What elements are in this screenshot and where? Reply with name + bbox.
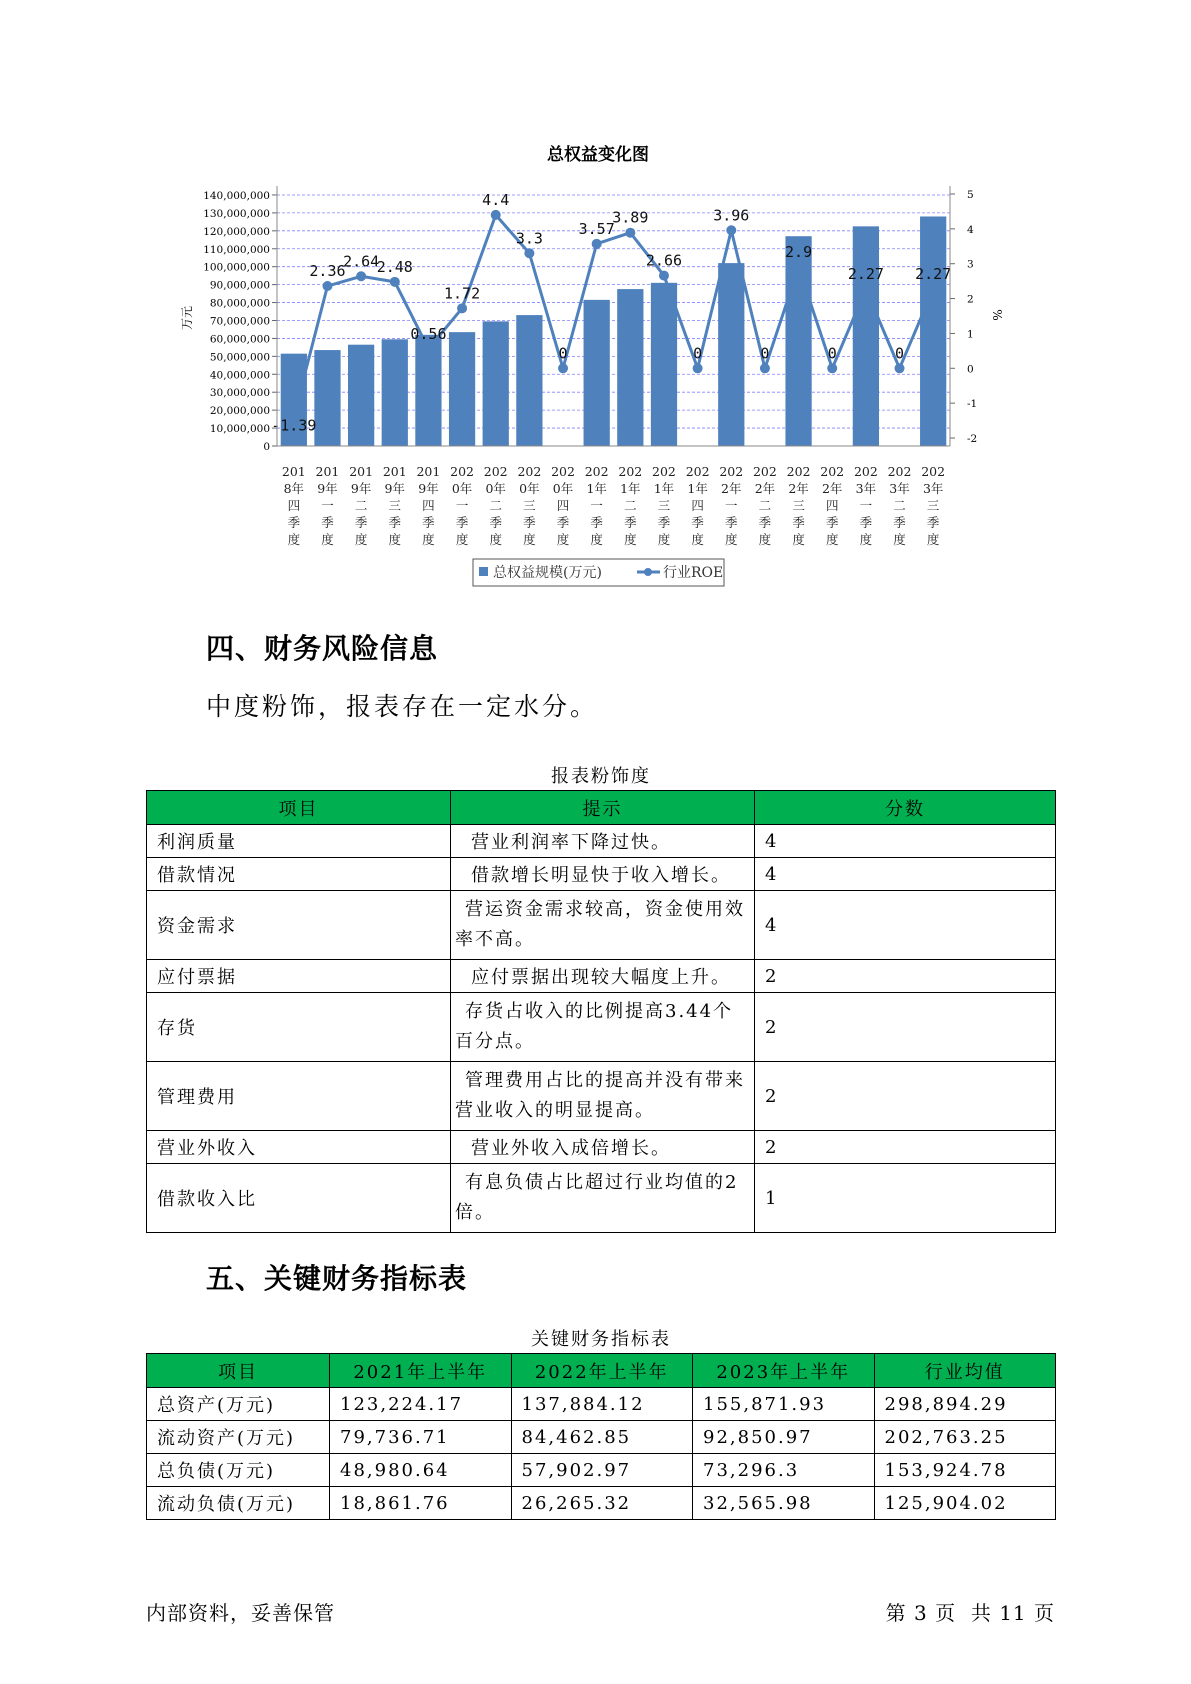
x-category-label: 季	[590, 515, 603, 530]
col-item-header: 项目	[147, 1354, 330, 1388]
y-left-tick-label: 50,000,000	[209, 351, 270, 364]
kpi-table-caption: 关键财务指标表	[531, 1329, 671, 1350]
footer-page-unit: 页	[935, 1601, 957, 1625]
x-category-label: 度	[725, 532, 738, 547]
risk-hint: 借款增长明显快于收入增长。	[451, 858, 755, 891]
roe-point	[760, 363, 770, 373]
y-axis-right-label: %	[990, 309, 1004, 321]
equity-bar	[584, 300, 610, 446]
risk-item: 存货	[147, 993, 451, 1062]
roe-point	[491, 210, 501, 220]
table-row	[147, 1421, 1056, 1454]
x-category-label: 三	[657, 498, 671, 513]
x-category-label: 季	[388, 515, 402, 530]
x-category-label: 202	[820, 464, 845, 479]
y-left-tick-label: 80,000,000	[209, 297, 270, 310]
x-category-label: 202	[786, 464, 811, 479]
kpi-value: 202,763.25	[874, 1421, 1056, 1454]
kpi-item: 流动负债(万元)	[147, 1487, 330, 1520]
x-category-label: 202	[719, 464, 744, 479]
chart-title: 总权益变化图	[547, 145, 649, 165]
equity-bar	[853, 226, 879, 446]
x-category-label: 度	[523, 532, 536, 547]
x-category-label: 四	[422, 498, 435, 513]
x-category-label: 9年	[418, 481, 439, 496]
risk-hint: 管理费用占比的提高并没有带来营业收入的明显提高。	[451, 1062, 755, 1131]
y-right-tick-label: 4	[967, 223, 974, 236]
roe-data-label: -1.39	[271, 416, 317, 435]
roe-data-label: 2.66	[645, 251, 683, 270]
x-category-label: 四	[691, 498, 704, 513]
col-2021h1-header: 2021年上半年	[330, 1354, 512, 1388]
kpi-value: 48,980.64	[330, 1454, 512, 1487]
equity-bar	[382, 339, 408, 446]
x-category-label: 二	[758, 498, 772, 513]
risk-score: 2	[755, 1131, 1056, 1164]
risk-table	[146, 790, 1056, 1233]
x-category-label: 四	[287, 498, 301, 513]
y-left-tick-label: 130,000,000	[203, 207, 270, 220]
kpi-value: 92,850.97	[693, 1421, 875, 1454]
roe-data-label: 0.56	[410, 324, 447, 343]
y-left-tick-label: 120,000,000	[203, 225, 270, 238]
legend-line-label: 行业ROE	[663, 565, 724, 581]
x-category-label: 201	[382, 464, 407, 479]
y-axis-left-ticks	[203, 190, 270, 453]
x-category-label: 9年	[384, 481, 406, 496]
risk-item: 利润质量	[147, 825, 451, 858]
x-category-label: 季	[758, 515, 772, 530]
x-category-label: 度	[926, 532, 940, 547]
roe-point	[693, 363, 703, 373]
col-hint-header: 提示	[451, 791, 755, 825]
table-row	[147, 1062, 1056, 1131]
kpi-value: 73,296.3	[693, 1454, 875, 1487]
equity-bar	[449, 332, 475, 446]
x-category-label: 二	[624, 498, 637, 513]
kpi-value: 32,565.98	[693, 1487, 875, 1520]
x-category-label: 2年	[754, 481, 776, 496]
risk-score: 4	[755, 858, 1056, 891]
x-category-label: 202	[584, 464, 609, 479]
kpi-item: 总资产(万元)	[147, 1388, 330, 1421]
x-category-label: 202	[853, 464, 878, 479]
x-category-label: 201	[349, 464, 374, 479]
x-category-label: 3年	[855, 481, 877, 496]
risk-hint: 营运资金需求较高，资金使用效率不高。	[451, 891, 755, 960]
legend-line-marker	[644, 568, 652, 576]
x-category-label: 1年	[586, 481, 607, 496]
x-category-label: 度	[388, 532, 402, 547]
roe-data-label: 2.48	[376, 257, 413, 276]
x-category-label: 0年	[519, 481, 540, 496]
kpi-value: 137,884.12	[511, 1388, 693, 1421]
kpi-table-header	[147, 1354, 1056, 1388]
x-category-label: 0年	[552, 481, 574, 496]
x-category-label: 三	[792, 498, 805, 513]
footer-confidential: 内部资料，妥善保管	[146, 1601, 335, 1625]
roe-point	[659, 271, 669, 281]
x-category-label: 季	[825, 515, 839, 530]
x-category-label: 9年	[317, 481, 338, 496]
risk-hint: 营业利润率下降过快。	[451, 825, 755, 858]
y-left-tick-label: 0	[263, 441, 270, 453]
risk-hint: 有息负债占比超过行业均值的2倍。	[451, 1164, 755, 1233]
risk-item: 借款情况	[147, 858, 451, 891]
risk-table-header	[147, 791, 1056, 825]
col-score-header: 分数	[755, 791, 1056, 825]
footer-page-prefix: 第	[885, 1601, 907, 1625]
y-right-tick-label: 3	[967, 258, 974, 271]
roe-data-label: 4.4	[482, 190, 510, 209]
x-category-label: 8年	[283, 481, 305, 496]
x-category-label: 度	[859, 532, 873, 547]
x-category-label: 2年	[721, 481, 742, 496]
risk-score: 2	[755, 1062, 1056, 1131]
x-category-label: 季	[287, 515, 301, 530]
roe-point	[423, 344, 433, 354]
col-industry-avg-header: 行业均值	[874, 1354, 1056, 1388]
x-category-label: 201	[281, 464, 306, 479]
roe-point	[895, 363, 905, 373]
x-category-label: 度	[893, 532, 906, 547]
x-category-label: 度	[691, 532, 704, 547]
x-category-label: 202	[551, 464, 575, 479]
roe-point	[592, 239, 602, 249]
x-category-label: 一	[455, 498, 469, 513]
x-category-label: 季	[624, 515, 637, 530]
equity-bar	[651, 283, 677, 446]
section5-heading: 五、关键财务指标表	[206, 1262, 468, 1295]
roe-point	[625, 228, 635, 238]
y-left-tick-label: 110,000,000	[203, 243, 270, 256]
roe-point	[861, 284, 871, 294]
table-row	[147, 1164, 1056, 1233]
x-category-label: 二	[354, 498, 368, 513]
x-category-label: 3年	[922, 481, 944, 496]
kpi-value: 26,265.32	[511, 1487, 693, 1520]
col-2022h1-header: 2022年上半年	[511, 1354, 693, 1388]
x-category-label: 9年	[350, 481, 372, 496]
kpi-value: 57,902.97	[511, 1454, 693, 1487]
x-category-label: 四	[825, 498, 839, 513]
kpi-value: 18,861.76	[330, 1487, 512, 1520]
roe-point	[322, 281, 332, 291]
roe-data-label: 2.36	[309, 262, 346, 281]
col-2023h1-header: 2023年上半年	[693, 1354, 875, 1388]
x-category-label: 度	[287, 532, 301, 547]
risk-score: 2	[755, 993, 1056, 1062]
equity-bar	[483, 321, 509, 446]
x-category-label: 三	[926, 498, 940, 513]
table-row	[147, 960, 1056, 993]
section4-heading: 四、财务风险信息	[206, 632, 439, 665]
x-category-label: 3年	[889, 481, 910, 496]
roe-point	[390, 277, 400, 287]
table-row	[147, 1487, 1056, 1520]
roe-point	[726, 225, 736, 235]
footer-total-unit: 页	[1034, 1601, 1055, 1625]
x-category-label: 201	[315, 464, 340, 479]
risk-summary: 中度粉饰，报表存在一定水分。	[206, 692, 599, 721]
roe-point	[794, 262, 804, 272]
risk-item: 资金需求	[147, 891, 451, 960]
table-row	[147, 1388, 1056, 1421]
x-category-label: 一	[725, 498, 738, 513]
x-category-label: 季	[725, 515, 738, 530]
kpi-value: 125,904.02	[874, 1487, 1056, 1520]
x-category-label: 季	[523, 515, 536, 530]
x-category-label: 0年	[451, 481, 473, 496]
roe-data-label: 0	[693, 344, 703, 363]
kpi-value: 153,924.78	[874, 1454, 1056, 1487]
roe-point	[827, 363, 837, 373]
table-row	[147, 891, 1056, 960]
x-category-label: 一	[321, 498, 334, 513]
risk-table-caption: 报表粉饰度	[551, 766, 651, 787]
x-category-label: 0年	[485, 481, 506, 496]
risk-hint: 存货占收入的比例提高3.44个百分点。	[451, 993, 755, 1062]
footer-page-number	[886, 1597, 1055, 1626]
x-category-label: 1年	[687, 481, 708, 496]
y-left-tick-label: 90,000,000	[209, 279, 270, 292]
x-category-label: 季	[489, 515, 502, 530]
x-category-label: 季	[859, 515, 873, 530]
x-category-label: 202	[652, 464, 676, 479]
risk-score: 1	[755, 1164, 1056, 1233]
y-left-tick-label: 20,000,000	[209, 405, 270, 418]
kpi-item: 流动资产(万元)	[147, 1421, 330, 1454]
risk-score: 2	[755, 960, 1056, 993]
y-left-tick-label: 10,000,000	[209, 423, 270, 436]
x-category-label: 度	[590, 532, 603, 547]
y-right-tick-label: 0	[967, 363, 974, 376]
footer-total: 11	[999, 1601, 1027, 1625]
x-category-label: 二	[893, 498, 906, 513]
x-axis-categories	[282, 464, 945, 547]
x-category-label: 202	[685, 464, 710, 479]
kpi-value: 84,462.85	[511, 1421, 693, 1454]
x-category-label: 三	[523, 498, 536, 513]
table-row	[147, 1131, 1056, 1164]
equity-bar	[516, 315, 542, 446]
y-left-tick-label: 60,000,000	[209, 333, 270, 346]
x-category-label: 季	[455, 515, 469, 530]
risk-hint: 应付票据出现较大幅度上升。	[451, 960, 755, 993]
x-category-label: 1年	[653, 481, 675, 496]
roe-data-label: 0	[895, 344, 905, 363]
table-row	[147, 993, 1056, 1062]
roe-data-label: 0	[827, 344, 837, 363]
x-category-label: 季	[792, 515, 805, 530]
x-category-label: 度	[422, 532, 435, 547]
equity-bar	[718, 263, 744, 446]
roe-point	[457, 303, 467, 313]
roe-point	[558, 363, 568, 373]
roe-data-label: 2.27	[915, 265, 952, 284]
y-left-tick-label: 140,000,000	[203, 189, 270, 202]
kpi-item: 总负债(万元)	[147, 1454, 330, 1487]
x-category-label: 度	[321, 532, 334, 547]
roe-data-label: 3.89	[612, 208, 649, 227]
x-category-label: 度	[556, 532, 570, 547]
x-category-label: 1年	[620, 481, 641, 496]
x-category-label: 201	[416, 464, 441, 479]
x-category-label: 一	[590, 498, 603, 513]
x-category-label: 二	[489, 498, 502, 513]
y-left-tick-label: 30,000,000	[209, 387, 270, 400]
roe-data-label: 1.72	[444, 284, 481, 303]
kpi-table	[146, 1353, 1056, 1520]
x-category-label: 202	[517, 464, 542, 479]
x-category-label: 202	[450, 464, 475, 479]
roe-data-label: 2.9	[785, 243, 813, 262]
risk-score: 4	[755, 891, 1056, 960]
roe-data-label: 2.64	[343, 252, 380, 271]
risk-item: 营业外收入	[147, 1131, 451, 1164]
roe-data-label: 3.57	[578, 219, 615, 238]
roe-data-label: 3.96	[713, 206, 750, 225]
y-axis-right-ticks	[967, 189, 977, 445]
roe-point	[356, 271, 366, 281]
legend-bar-swatch	[479, 567, 488, 576]
kpi-value: 155,871.93	[693, 1388, 875, 1421]
x-category-label: 季	[354, 515, 368, 530]
roe-data-label: 0	[558, 344, 568, 363]
roe-point	[524, 248, 534, 258]
x-category-label: 三	[388, 498, 402, 513]
x-category-label: 202	[887, 464, 912, 479]
kpi-value: 298,894.29	[874, 1388, 1056, 1421]
x-category-label: 202	[921, 464, 946, 479]
equity-bar	[920, 216, 946, 446]
chart-legend	[473, 559, 724, 586]
y-left-tick-label: 70,000,000	[209, 315, 270, 328]
y-right-tick-label: 1	[967, 328, 974, 341]
x-category-label: 202	[483, 464, 508, 479]
footer-total-prefix: 共	[970, 1601, 992, 1625]
y-right-tick-label: -1	[967, 398, 978, 411]
kpi-value: 123,224.17	[330, 1388, 512, 1421]
risk-item: 应付票据	[147, 960, 451, 993]
x-category-label: 季	[321, 515, 334, 530]
y-left-tick-label: 40,000,000	[209, 369, 270, 382]
x-category-label: 度	[489, 532, 502, 547]
roe-data-label: 3.3	[515, 229, 543, 248]
roe-data-label: 2.27	[847, 265, 884, 284]
risk-score: 4	[755, 825, 1056, 858]
x-category-label: 一	[859, 498, 873, 513]
x-category-label: 季	[691, 515, 704, 530]
equity-bar	[348, 345, 374, 446]
x-category-label: 季	[556, 515, 570, 530]
x-category-label: 季	[926, 515, 940, 530]
risk-item: 借款收入比	[147, 1164, 451, 1233]
x-category-label: 度	[825, 532, 839, 547]
y-right-tick-label: 5	[967, 189, 974, 201]
y-axis-left-label: 万元	[180, 305, 194, 331]
legend-bar-label: 总权益规模(万元)	[493, 565, 602, 581]
col-item-header: 项目	[147, 791, 451, 825]
x-category-label: 度	[792, 532, 805, 547]
x-category-label: 季	[657, 515, 671, 530]
x-category-label: 季	[422, 515, 435, 530]
x-category-label: 四	[556, 498, 570, 513]
table-row	[147, 1454, 1056, 1487]
x-category-label: 度	[758, 532, 772, 547]
footer-page-no: 3	[914, 1601, 928, 1625]
kpi-value: 79,736.71	[330, 1421, 512, 1454]
roe-data-label: 0	[760, 344, 770, 363]
equity-bar	[314, 350, 340, 446]
x-category-label: 2年	[821, 481, 843, 496]
x-category-label: 度	[354, 532, 368, 547]
roe-point	[928, 284, 938, 294]
y-right-tick-label: -2	[967, 433, 978, 445]
y-right-tick-label: 2	[967, 293, 974, 306]
x-category-label: 度	[624, 532, 637, 547]
table-row	[147, 825, 1056, 858]
x-category-label: 202	[618, 464, 643, 479]
risk-hint: 营业外收入成倍增长。	[451, 1131, 755, 1164]
equity-bar	[617, 289, 643, 446]
x-category-label: 度	[455, 532, 469, 547]
y-left-tick-label: 100,000,000	[203, 261, 270, 274]
risk-item: 管理费用	[147, 1062, 451, 1131]
equity-chart	[0, 0, 1191, 600]
x-category-label: 2年	[788, 481, 809, 496]
x-category-label: 季	[893, 515, 906, 530]
x-category-label: 度	[657, 532, 671, 547]
table-row	[147, 858, 1056, 891]
x-category-label: 202	[752, 464, 777, 479]
